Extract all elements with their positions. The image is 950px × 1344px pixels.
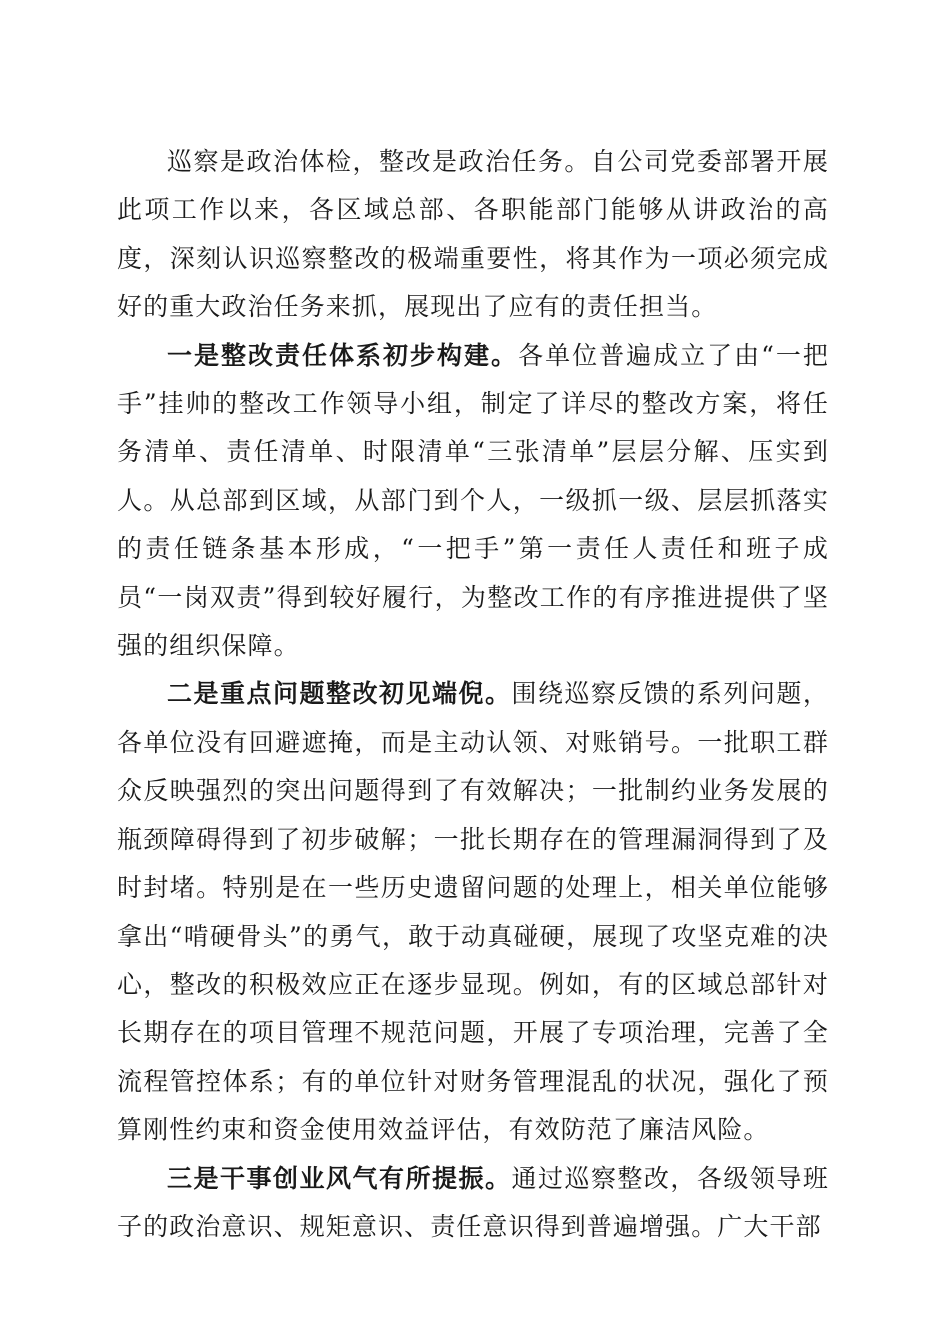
paragraph-lead: 二是重点问题整改初见端倪。	[167, 679, 512, 709]
paragraph-point-1	[117, 332, 829, 671]
paragraph-lead: 三是干事创业风气有所提振。	[167, 1163, 512, 1193]
document-body	[117, 138, 829, 1251]
paragraph-text: 巡察是政治体检，整改是政治任务。自公司党委部署开展此项工作以来，各区域总部、各职能部门能够从讲政治的高度，深刻认识巡察整改的极端重要性，将其作为一项必须完成好的重大政治任务来抓，展现出了应有的责任担当。	[117, 147, 829, 322]
paragraph-intro	[117, 138, 829, 332]
paragraph-text: 围绕巡察反馈的系列问题，各单位没有回避遮掩，而是主动认领、对账销号。一批职工群众反映强烈的突出问题得到了有效解决；一批制约业务发展的瓶颈障碍得到了初步破解；一批长期存在的管理漏洞得到了及时封堵。特别是在一些历史遗留问题的处理上，相关单位能够拿出“啃硬骨头”的勇气，敢于动真碰硬，展现了攻坚克难的决心，整改的积极效应正在逐步显现。例如，有的区域总部针对长期存在的项目管理不规范问题，开展了专项治理，完善了全流程管控体系；有的单位针对财务管理混乱的状况，强化了预算刚性约束和资金使用效益评估，有效防范了廉洁风险。	[117, 679, 830, 1145]
paragraph-text: 各单位普遍成立了由“一把手”挂帅的整改工作领导小组，制定了详尽的整改方案，将任务清单、责任清单、时限清单“三张清单”层层分解、压实到人。从总部到区域，从部门到个人，一级抓一级、层层抓落实的责任链条基本形成，“一把手”第一责任人责任和班子成员“一岗双责”得到较好履行，为整改工作的有序推进提供了坚强的组织保障。	[117, 340, 829, 661]
paragraph-point-2	[117, 670, 829, 1154]
paragraph-text: 通过巡察整改，各级领导班子的政治意识、规矩意识、责任意识得到普遍增强。广大干部	[117, 1163, 830, 1241]
paragraph-lead: 一是整改责任体系初步构建。	[167, 340, 519, 370]
paragraph-point-3	[117, 1155, 829, 1252]
